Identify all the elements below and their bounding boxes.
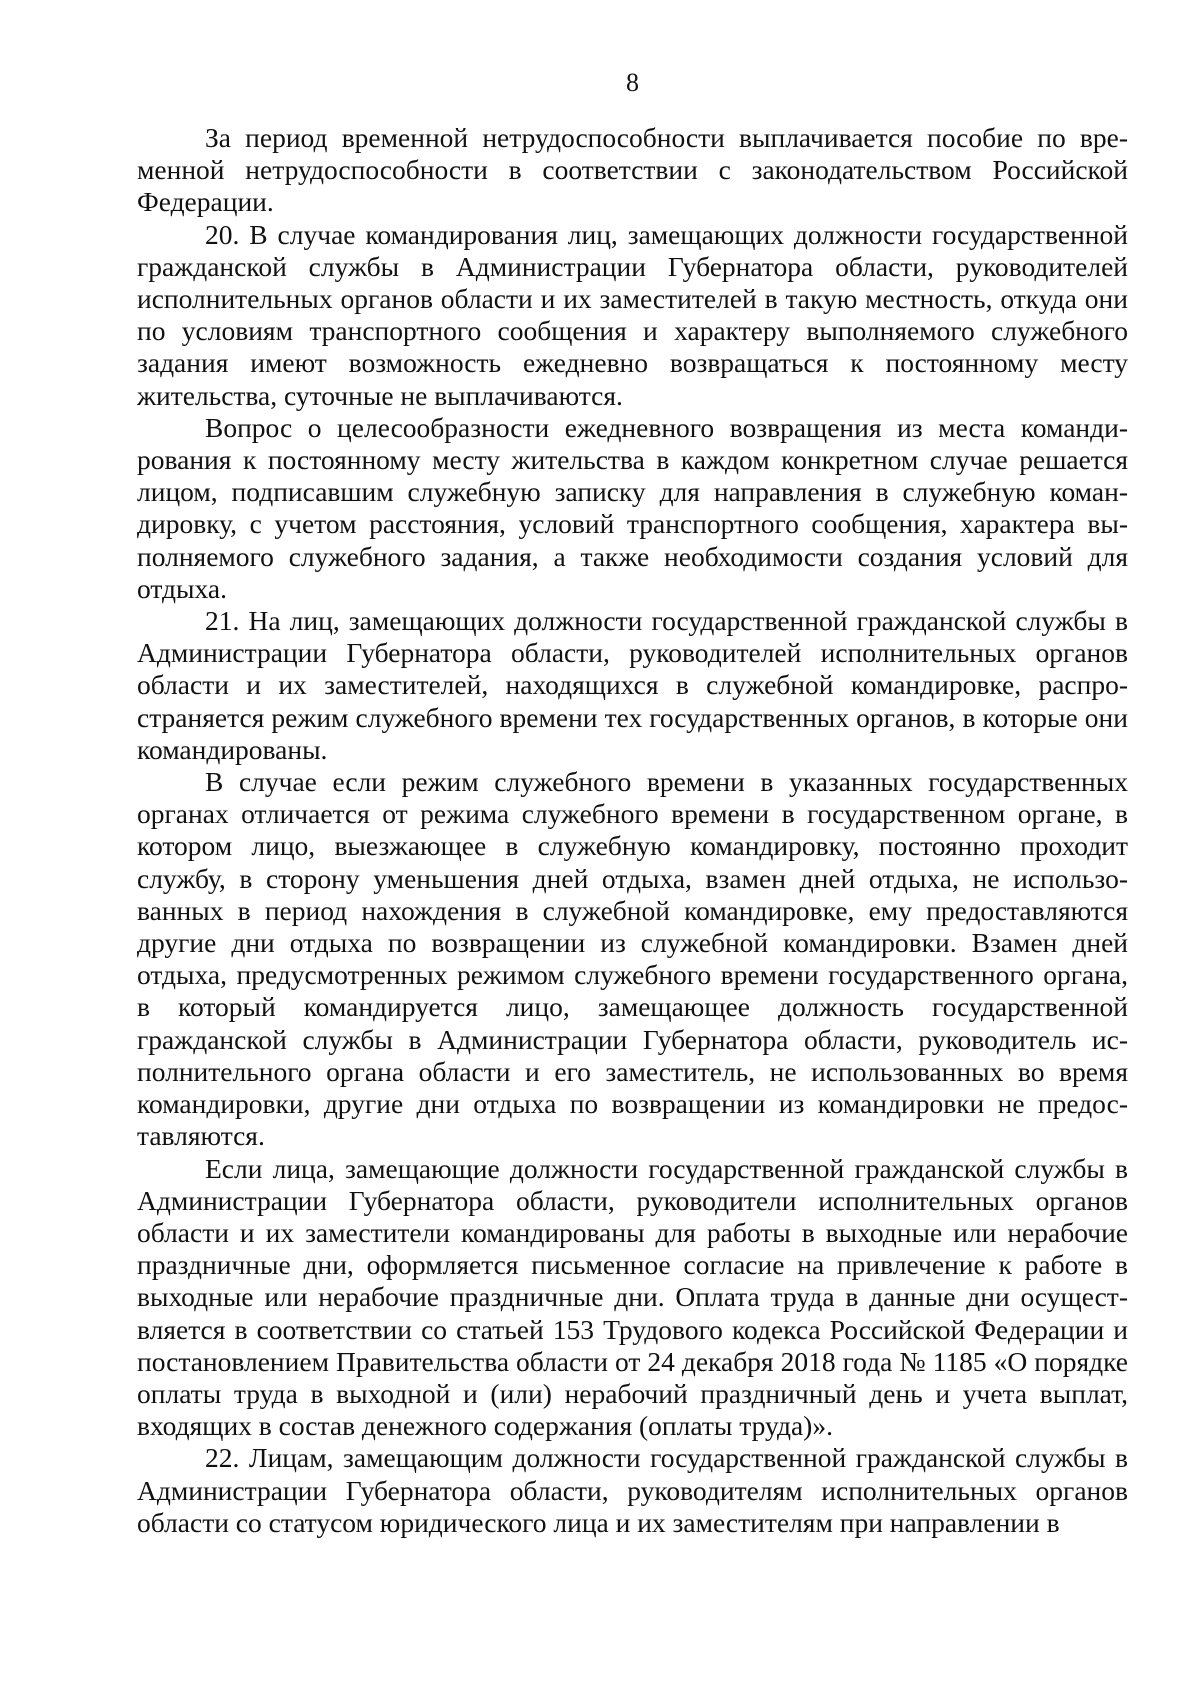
paragraph-item-21: 21. На лиц, замещающих должности государственной гражданской службы в Администрации Губернатора области, руководителей исполнительных органов области и их заместителей, находящихся в служебной командировке, распространяется режим служебного времени тех государственных органов, в которые они командированы. xyxy=(137,605,1128,765)
paragraph-service-time-regime: В случае если режим служебного времени в указанных государственных органах отличается от режима служебного времени в государственном органе, в котором лицо, выезжающее в служебную командировку, постоянно проходит службу, в сторону уменьшения дней отдыха, взамен дней отдыха, не использованных в период нахождения в служебной командировке, ему предоставляются другие дни отдыха по возвращении из служебной командировки. Взамен дней отдыха, предусмотренных режимом служебного времени государственного органа, в который командируется лицо, замещающее должность государственной гражданской службы в Администрации Губернатора области, руководитель исполнительного органа области и его заместитель, не использованных во время командировки, другие дни отдыха по возвращении из командировки не предоставляются. xyxy=(137,766,1128,1152)
paragraph-weekend-work: Если лица, замещающие должности государственной гражданской службы в Администрации Губернатора области, руководители исполнительных органов области и их заместители командированы для работы в выходные или нерабочие праздничные дни, оформляется письменное согласие на привлечение к работе в выходные или нерабочие праздничные дни. Оплата труда в данные дни осуществляется в соответствии со статьей 153 Трудового кодекса Российской Федерации и постановлением Правительства области от 24 декабря 2018 года № 1185 «О порядке оплаты труда в выходной и (или) нерабочий праздничный день и учета выплат, входящих в состав денежного содержания (оплаты труда)». xyxy=(137,1152,1128,1442)
paragraph-item-22: 22. Лицам, замещающим должности государственной гражданской службы в Администрации Губернатора области, руководителям исполнительных органов области со статусом юридического лица и их заместителям при направлении в xyxy=(137,1442,1128,1538)
paragraph-daily-return-question: Вопрос о целесообразности ежедневного возвращения из места командирования к постоянному месту жительства в каждом конкретном случае решается лицом, подписавшим служебную записку для направления в служебную командировку, с учетом расстояния, условий транспортного сообщения, характера выполняемого служебного задания, а также необходимости создания условий для отдыха. xyxy=(137,411,1128,604)
paragraph-sick-leave-benefit: За период временной нетрудоспособности выплачивается пособие по временной нетрудоспособности в соответствии с законодательством Российской Федерации. xyxy=(137,122,1128,218)
document-body xyxy=(137,122,1128,1539)
page-number: 8 xyxy=(626,68,639,97)
paragraph-item-20: 20. В случае командирования лиц, замещающих должности государственной гражданской службы в Администрации Губернатора области, руководителей исполнительных органов области и их заместителей в такую местность, откуда они по условиям транспортного сообщения и характеру выполняемого служебного задания имеют возможность ежедневно возвращаться к постоянному месту жительства, суточные не выплачиваются. xyxy=(137,218,1128,411)
